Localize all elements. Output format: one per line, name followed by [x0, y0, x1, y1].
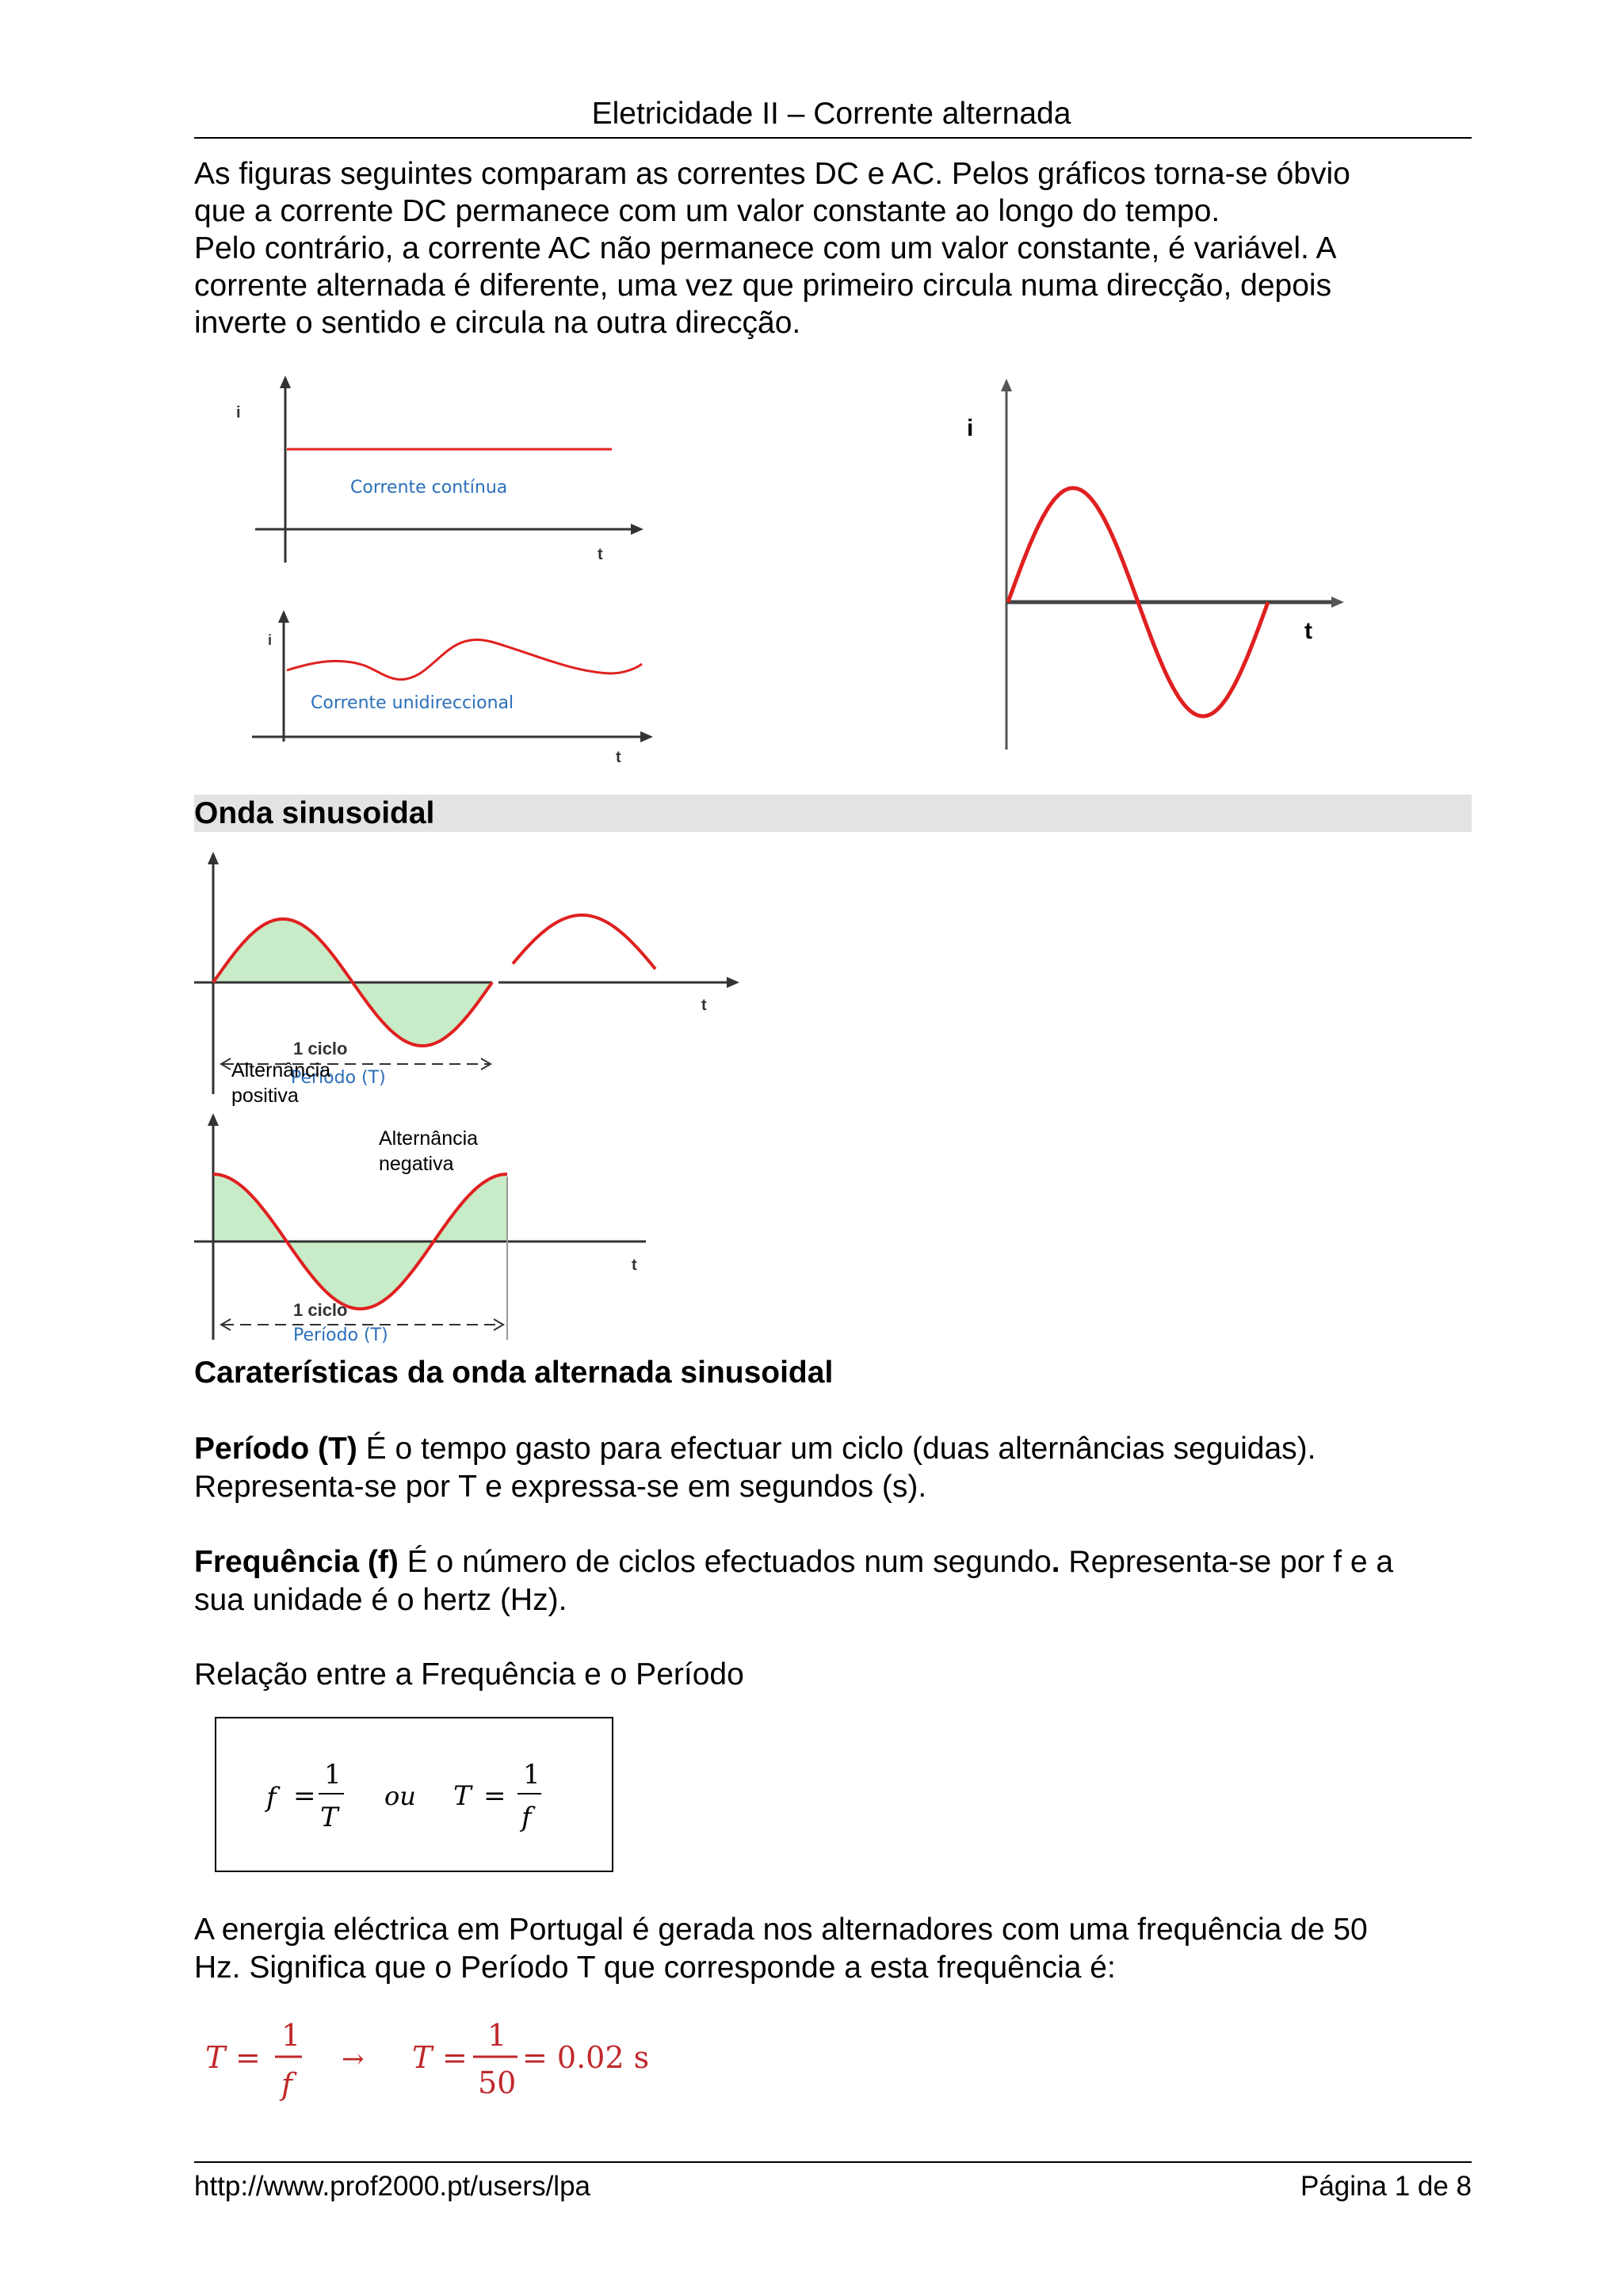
formula-f: f: [266, 1782, 277, 1814]
formula-numerator: 1: [523, 1759, 540, 1791]
x-axis-label: t: [632, 1257, 637, 1274]
dc-caption: Corrente contínua: [350, 478, 508, 498]
cycle-label: 1 ciclo: [293, 1300, 348, 1320]
definition-line: Representa-se por T e expressa-se em segundos (s).: [194, 1470, 927, 1504]
definition-line: [194, 1430, 1478, 1468]
energy-line: A energia eléctrica em Portugal é gerada nos alternadores com uma frequência de 50: [194, 1913, 1368, 1947]
definition-line: [194, 1543, 1478, 1581]
formula-equals: =: [483, 1780, 506, 1812]
formula-numerator: 1: [324, 1759, 342, 1791]
frequency-def-text: É o número de ciclos efectuados num segundo: [398, 1545, 1052, 1579]
y-axis-label: i: [236, 404, 241, 421]
label-line: negativa: [379, 1153, 454, 1175]
unidirectional-caption: Corrente unidireccional: [311, 693, 514, 713]
y-axis-label: i: [268, 632, 273, 648]
footer-url[interactable]: http://www.prof2000.pt/users/lpa: [194, 2171, 590, 2202]
formula-denominator-f: f: [521, 1802, 532, 1833]
formula-equals: =: [293, 1780, 316, 1812]
negative-alternation-label: [379, 1126, 478, 1177]
example-f: f: [281, 2067, 293, 2102]
unidirectional-current-figure: [238, 608, 666, 772]
dc-current-figure: [230, 372, 658, 578]
frequency-term: Frequência (f): [194, 1545, 399, 1579]
y-axis-arrow: [278, 610, 289, 623]
energy-paragraph: [194, 1911, 1478, 1987]
example-T: T: [412, 2040, 433, 2075]
frequency-definition: [194, 1543, 1478, 1619]
energy-line: Hz. Significa que o Período T que corresponde a esta frequência é:: [194, 1951, 1116, 1985]
x-axis-arrow: [727, 977, 739, 988]
label-line: Alternância: [231, 1059, 331, 1081]
intro-line: As figuras seguintes comparam as correntes DC e AC. Pelos gráficos torna-se óbvio: [194, 157, 1350, 191]
y-axis-arrow: [280, 376, 291, 388]
x-axis-label: t: [1304, 618, 1312, 644]
frequency-period-formula: [216, 1718, 612, 1871]
frequency-def-period: .: [1051, 1545, 1060, 1579]
intro-paragraph: [194, 155, 1478, 341]
image-cut: [494, 931, 498, 1066]
x-axis-label: t: [616, 749, 621, 766]
example-numerator: 1: [281, 2018, 301, 2053]
footer-page-number: Página 1 de 8: [1300, 2171, 1472, 2202]
ac-current-figure: [959, 377, 1355, 753]
formula-denominator-T: T: [320, 1802, 338, 1833]
y-axis-arrow: [208, 852, 219, 864]
label-line: positiva: [231, 1085, 299, 1107]
example-equals: =: [235, 2040, 261, 2075]
formula-or: ou: [384, 1781, 416, 1811]
section-title: Onda sinusoidal: [194, 796, 435, 830]
period-term: Período (T): [194, 1432, 357, 1466]
label-line: Alternância: [379, 1127, 479, 1150]
example-denominator: 50: [478, 2065, 517, 2100]
example-numerator: 1: [487, 2018, 507, 2053]
period-example-formula: [194, 2004, 701, 2115]
x-axis-label: t: [701, 997, 707, 1014]
x-axis-label: t: [598, 546, 603, 563]
header-rule: [194, 137, 1472, 139]
y-axis-label: i: [967, 415, 974, 441]
page-header-title: Eletricidade II – Corrente alternada: [591, 97, 1071, 131]
x-axis-arrow: [1331, 597, 1344, 608]
definition-line: sua unidade é o hertz (Hz).: [194, 1583, 567, 1617]
intro-line: corrente alternada é diferente, uma vez que primeiro circula numa direcção, depois: [194, 269, 1332, 303]
unidirectional-current-curve: [287, 639, 642, 679]
period-label: Período (T): [291, 1068, 386, 1088]
example-result: = 0.02 s: [522, 2040, 650, 2075]
period-def-text: É o tempo gasto para efectuar um ciclo (duas alternâncias seguidas).: [357, 1432, 1316, 1466]
intro-line: que a corrente DC permanece com um valor constante ao longo do tempo.: [194, 194, 1220, 228]
intro-line: Pelo contrário, a corrente AC não permanece com um valor constante, é variável. A: [194, 231, 1337, 265]
sine-continuation: [513, 915, 655, 969]
cycle-label: 1 ciclo: [293, 1039, 348, 1058]
formula-T: T: [453, 1780, 472, 1812]
intro-line: inverte o sentido e circula na outra direcção.: [194, 306, 801, 340]
y-axis-arrow: [1001, 379, 1012, 391]
x-axis-arrow: [631, 524, 643, 535]
period-definition: [194, 1430, 1478, 1506]
example-equals: =: [442, 2040, 468, 2075]
x-axis-arrow: [640, 731, 653, 742]
frequency-def-text: Representa-se por f e a: [1060, 1545, 1394, 1579]
period-label: Período (T): [293, 1325, 388, 1343]
example-arrow: →: [342, 2043, 365, 2075]
example-T: T: [205, 2040, 226, 2075]
footer-rule: [194, 2161, 1472, 2163]
positive-alternation-label: [231, 1058, 330, 1108]
relation-heading: Relação entre a Frequência e o Período: [194, 1657, 744, 1691]
characteristics-title: Caraterísticas da onda alternada sinusoidal: [194, 1356, 834, 1390]
y-axis-arrow: [208, 1113, 219, 1126]
